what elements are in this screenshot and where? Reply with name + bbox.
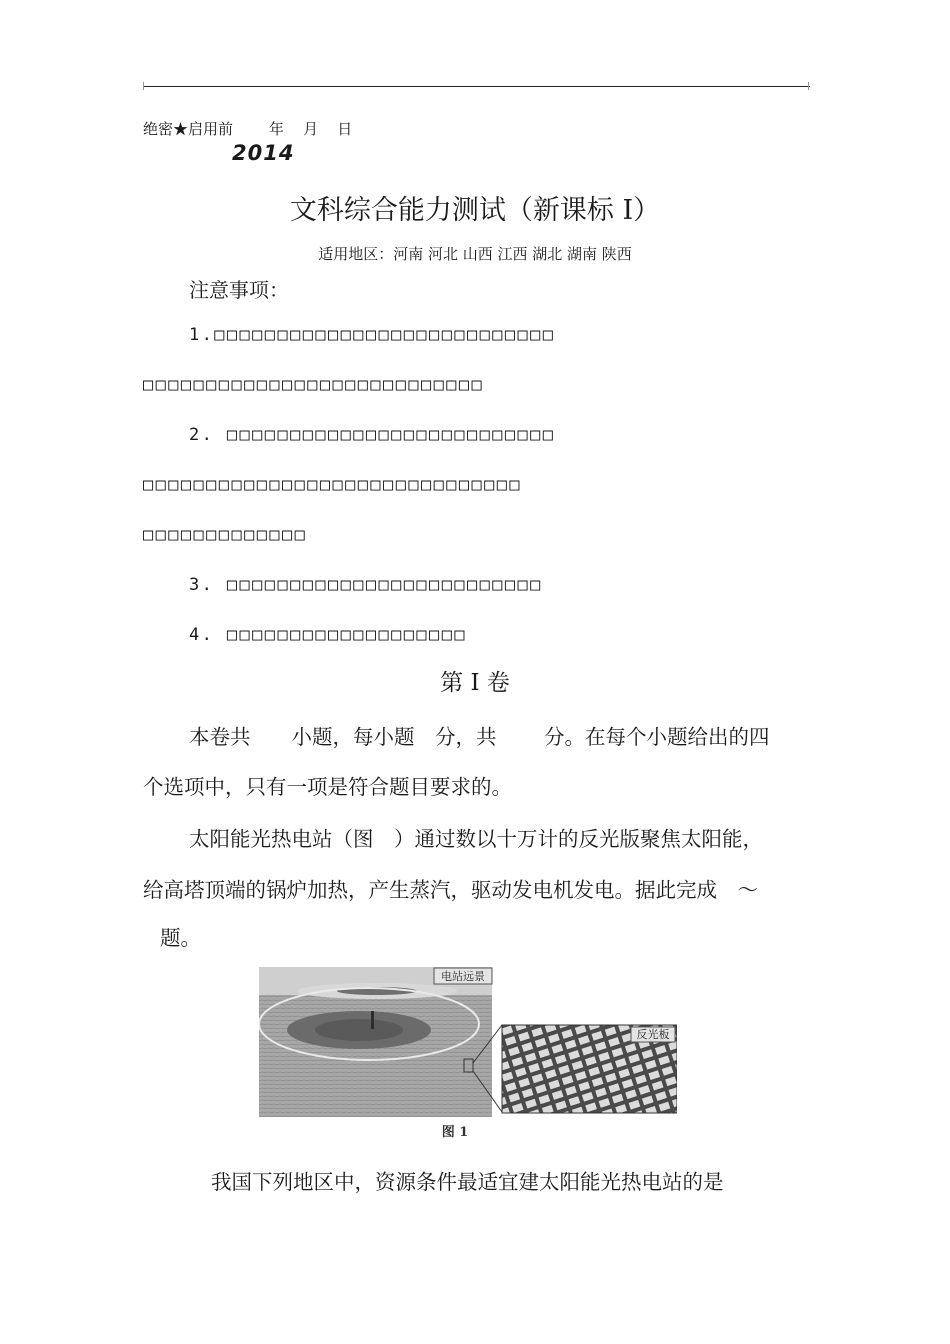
- note-line-4: □□□□□□□□□□□□□□□□□□□□□□□□□□□□□□: [143, 475, 523, 495]
- note-line-6: 3. □□□□□□□□□□□□□□□□□□□□□□□□□: [189, 575, 543, 595]
- handwritten-year: 2014: [232, 141, 295, 165]
- passage-line-3: 题。: [160, 926, 201, 950]
- note-line-2: □□□□□□□□□□□□□□□□□□□□□□□□□□□: [143, 375, 485, 395]
- exam-title: 文科综合能力测试（新课标 I）: [289, 195, 661, 226]
- applicable-regions: 适用地区：河南 河北 山西 江西 湖北 湖南 陕西: [318, 245, 632, 263]
- month-label: 月: [303, 120, 319, 138]
- passage-line-2: 给高塔顶端的锅炉加热，产生蒸汽，驱动发电机发电。据此完成 ～: [143, 878, 758, 902]
- solar-plant-figure: [259, 967, 677, 1143]
- volume-title: 第 I 卷: [440, 670, 510, 696]
- main-photo-label: 电站远景: [441, 970, 485, 983]
- confidential-line: [143, 118, 352, 139]
- intro-line-2: 个选项中，只有一项是符合题目要求的。: [143, 775, 512, 799]
- year-label: 年: [269, 120, 285, 138]
- note-line-1: 1.□□□□□□□□□□□□□□□□□□□□□□□□□□□: [189, 325, 556, 345]
- main-photo: [259, 967, 492, 1117]
- secret-label: 绝密★启用前: [143, 120, 234, 138]
- header-rule: [143, 86, 810, 87]
- question-stem: 我国下列地区中，资源条件最适宜建太阳能光热电站的是: [211, 1170, 724, 1194]
- notes-heading: 注意事项：: [189, 278, 289, 302]
- inset-photo: [502, 1025, 677, 1113]
- header-rule-right-tick: [808, 82, 809, 90]
- note-line-3: 2. □□□□□□□□□□□□□□□□□□□□□□□□□□: [189, 425, 556, 445]
- header-rule-left-tick: [143, 82, 144, 90]
- passage-line-1: 太阳能光热电站（图 ）通过数以十万计的反光版聚焦太阳能，: [189, 827, 763, 851]
- day-label: 日: [337, 120, 353, 138]
- intro-line-1: 本卷共 小题，每小题 分，共 分。在每个小题给出的四: [189, 725, 770, 749]
- figure-1: [259, 967, 677, 1143]
- note-line-5: □□□□□□□□□□□□□: [143, 525, 308, 545]
- note-line-7: 4. □□□□□□□□□□□□□□□□□□□: [189, 625, 467, 645]
- figure-caption: 图 1: [441, 1125, 469, 1140]
- inset-photo-label: 反光板: [636, 1028, 670, 1041]
